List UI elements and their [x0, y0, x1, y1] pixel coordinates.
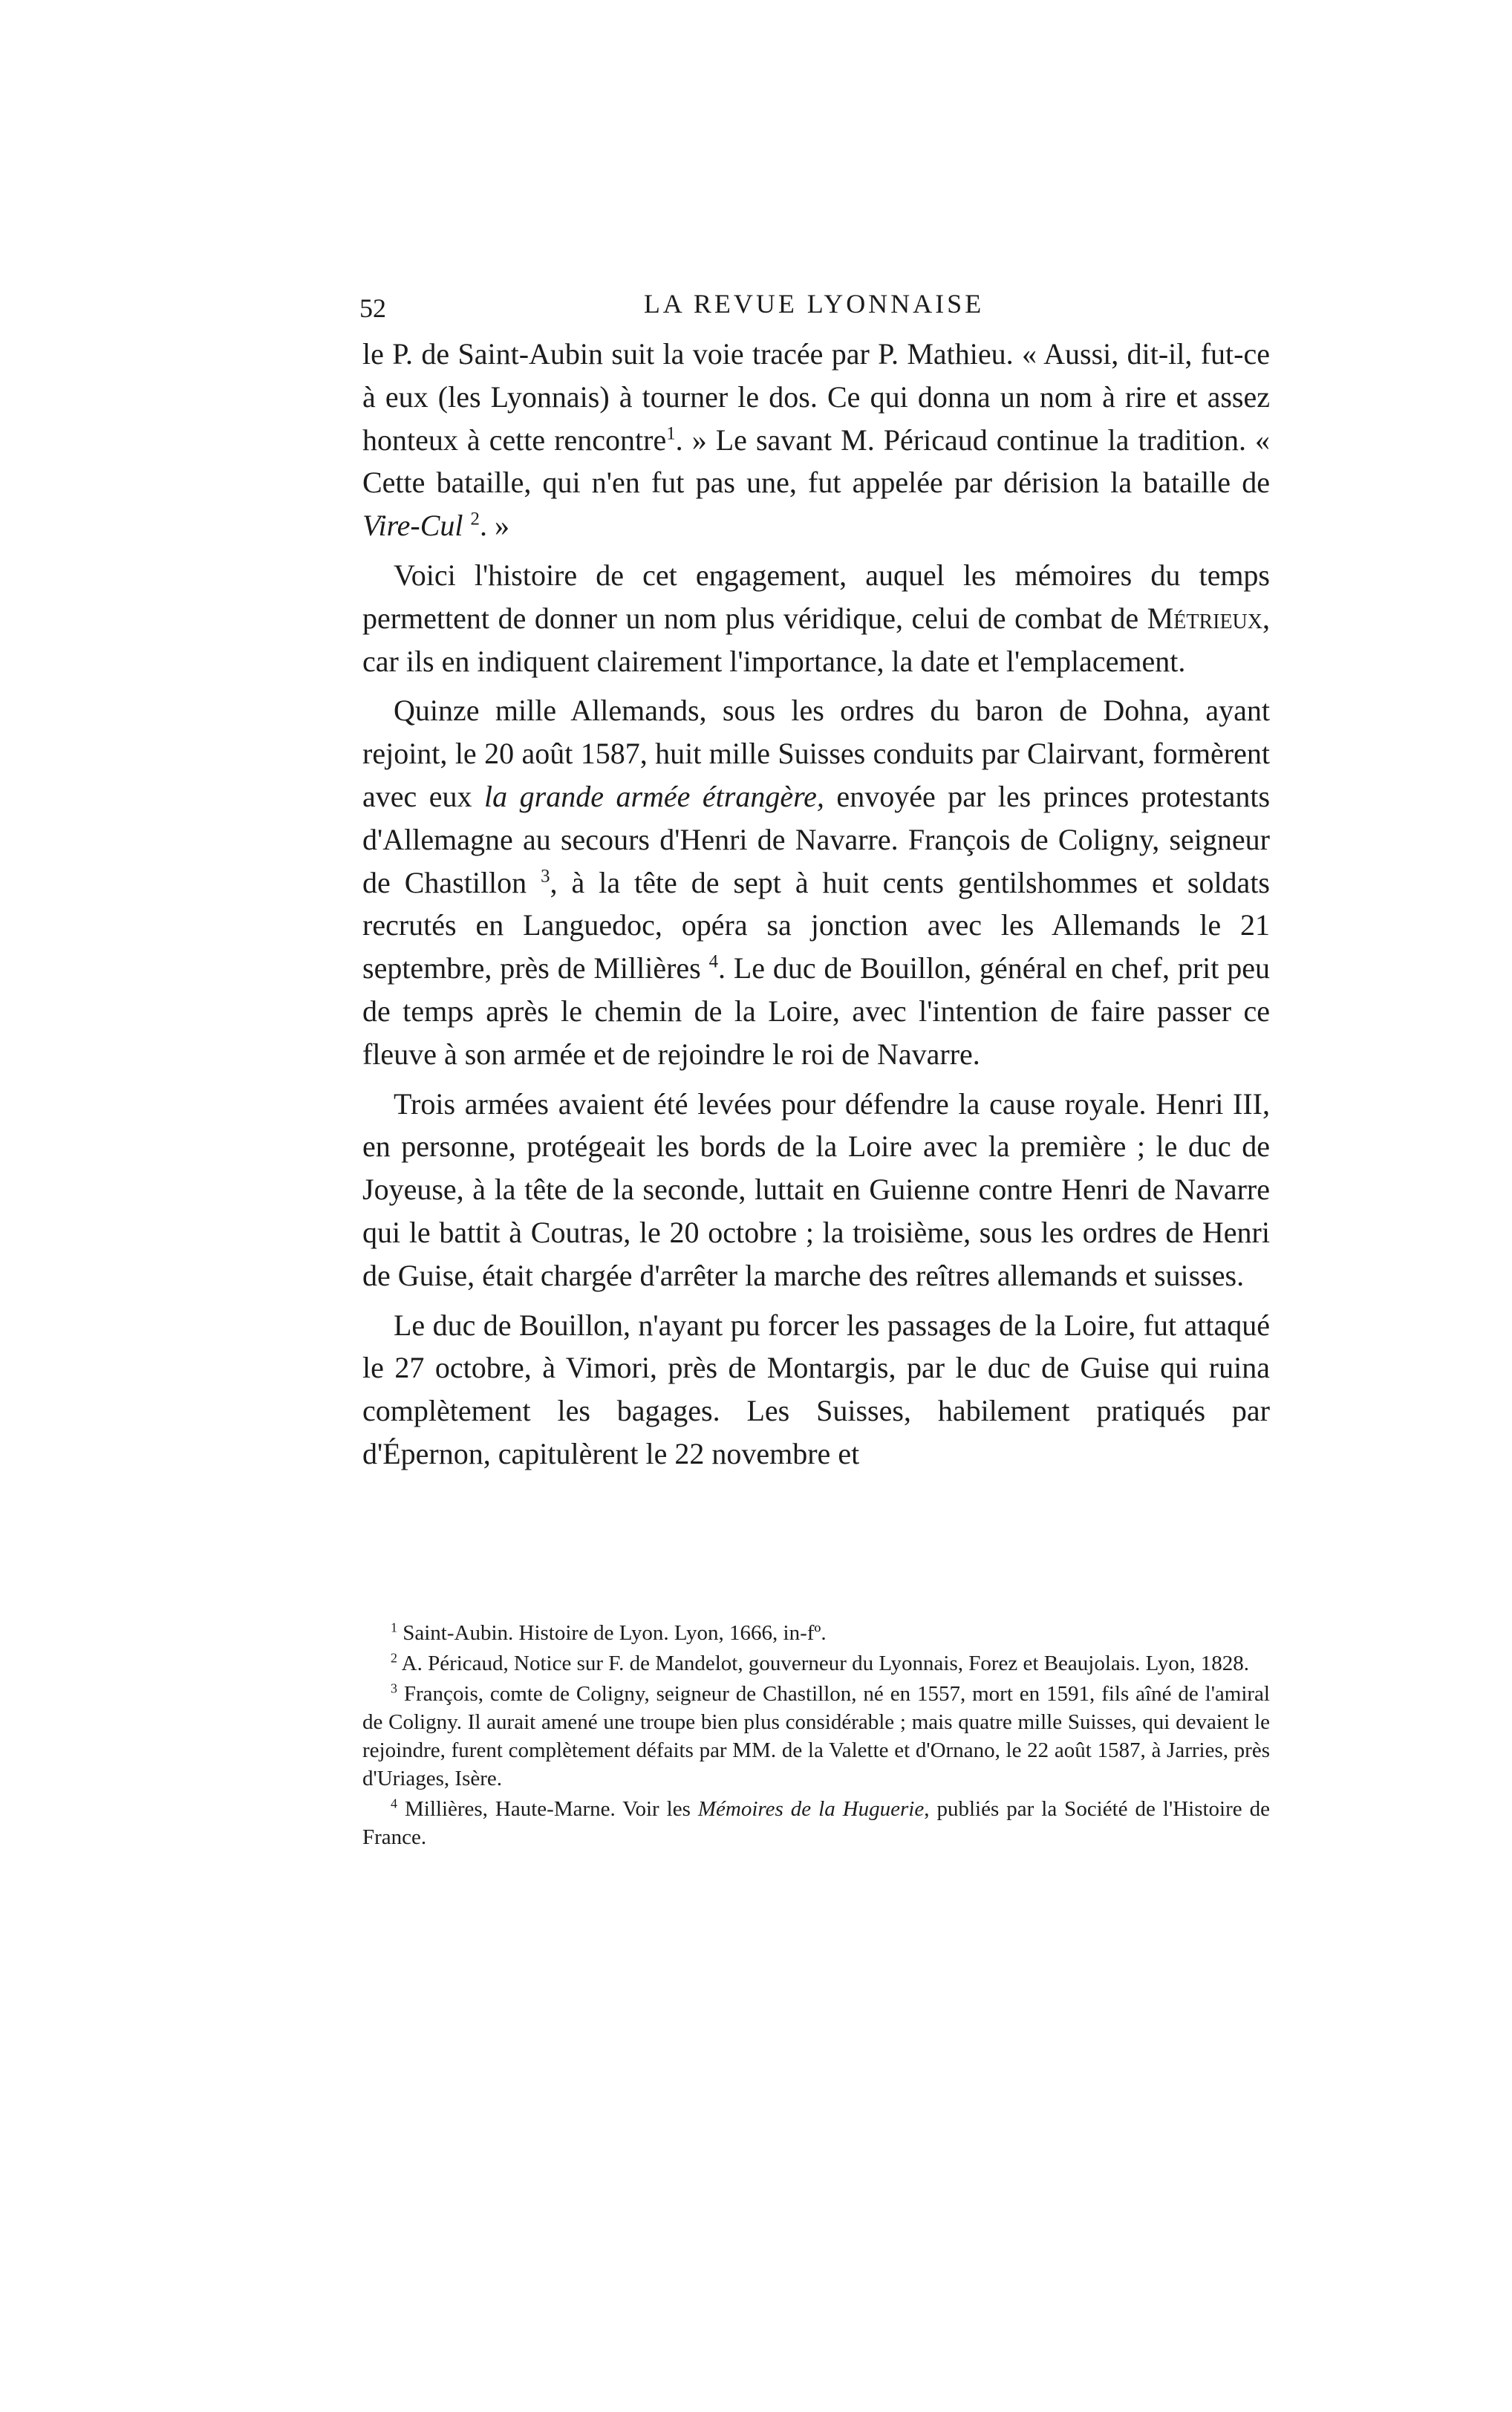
- footnotes: [362, 1619, 1270, 1851]
- footnote-marker: 2: [391, 1650, 397, 1666]
- running-head: [359, 288, 1268, 333]
- place-name: Métrieux: [1147, 601, 1262, 635]
- footnote-4: [362, 1795, 1270, 1851]
- footnote-ref-1: 1: [666, 423, 676, 444]
- paragraph-text: , à la tête de sept à huit cents gentilshommes et soldats recrutés en Languedoc, opéra sa jonction avec les Allemands le 21 septembre, près de Millières: [362, 865, 1270, 985]
- paragraph-4: Trois armées avaient été levées pour défendre la cause royale. Henri III, en personne, protégeait les bords de la Loire avec la première ; le duc de Joyeuse, à la tête de la seconde, luttait en Guienne contre Henri de Navarre qui le battit à Coutras, le 20 octobre ; la troisième, sous les ordres de Henri de Guise, était chargée d'arrêter la marche des reîtres allemands et suisses.: [362, 1086, 1270, 1292]
- footnote-marker: 1: [391, 1620, 397, 1635]
- paragraph-5: Le duc de Bouillon, n'ayant pu forcer les passages de la Loire, fut attaqué le 27 octobre, à Vimori, près de Montargis, par le duc de Guise qui ruina complètement les bagages. Les Suisses, habilement pratiqués par d'Épernon, capitulèrent le 22 novembre et: [362, 1308, 1270, 1470]
- footnote-text: Millières, Haute-Marne. Voir les: [397, 1797, 698, 1821]
- paragraph-text: . »: [479, 509, 509, 543]
- footnote-ref-3: 3: [541, 866, 550, 887]
- paragraph-text: , car ils en indiquent clairement l'importance, la date et l'emplacement.: [362, 601, 1270, 678]
- paragraph-text: envoyée par les princes protestants d'Allemagne au secours d'Henri de Navarre. François de Coligny, seigneur de Chastillon: [362, 779, 1271, 899]
- footnote-2: [362, 1649, 1270, 1678]
- footnote-marker: 3: [391, 1681, 397, 1696]
- footnote-text: François, comte de Coligny, seigneur de Chastillon, né en 1557, mort en 1591, fils aîné de l'amiral de Coligny. Il aurait amené une troupe bien plus considérable ; mais quatre mille Suisses, qui devaient le rejoindre, furent complètement défaits par MM. de la Valette et d'Ornano, le 22 août 1587, à Jarries, près d'Uriages, Isère.: [362, 1682, 1270, 1790]
- paragraph-text: . Le duc de Bouillon, général en chef, prit peu de temps après le chemin de la Loire, avec l'intention de faire passer ce fleuve à son armée et de rejoindre le roi de Navarre.: [362, 951, 1270, 1071]
- footnote-ref-2: 2: [470, 509, 480, 529]
- footnote-marker: 4: [391, 1796, 397, 1811]
- journal-title: LA REVUE LYONNAISE: [643, 289, 985, 319]
- footnote-1: [362, 1619, 1270, 1647]
- paragraph-text: Voici l'histoire de cet engagement, auquel les mémoires du temps permettent de donner un nom plus véridique, celui de combat de: [362, 558, 1270, 635]
- paragraph-text: Quinze mille Allemands, sous les ordres du baron de Dohna, ayant rejoint, le 20 août 1587, huit mille Suisses conduits par Clairvant, formèrent avec eux: [362, 694, 1270, 813]
- army-name: la grande armée étrangère,: [484, 779, 824, 813]
- book-title: Mémoires de la Huguerie: [697, 1797, 925, 1821]
- paragraph-text: le P. de Saint-Aubin suit la voie tracée par P. Mathieu. « Aussi, dit-il, fut-ce à eux (les Lyonnais) à tourner le dos. Ce qui donna un nom à rire et assez honteux à cette rencontre: [362, 337, 1270, 457]
- footnote-text: , publiés par la Société de l'Histoire de France.: [362, 1797, 1270, 1849]
- battle-name: Vire-Cul: [362, 509, 463, 543]
- paragraph-text: . » Le savant M. Péricaud continue la tradition. « Cette bataille, qui n'en fut pas une, fut appelée par dérision la bataille de: [362, 423, 1271, 500]
- footnote-text: A. Péricaud, Notice sur F. de Mandelot, gouverneur du Lyonnais, Forez et Beaujolais. Lyon, 1828.: [397, 1652, 1249, 1675]
- paragraph-1: [362, 333, 1270, 547]
- footnote-text: Saint-Aubin. Histoire de Lyon. Lyon, 1666, in-fº.: [397, 1621, 827, 1645]
- footnote-3: [362, 1680, 1270, 1793]
- footnote-ref-4: 4: [708, 951, 719, 972]
- paragraph-2: [362, 554, 1270, 682]
- paragraph-3: [362, 689, 1270, 1075]
- paragraph-text: [463, 509, 471, 542]
- page-number: 52: [359, 293, 386, 323]
- main-text: [362, 333, 1270, 1476]
